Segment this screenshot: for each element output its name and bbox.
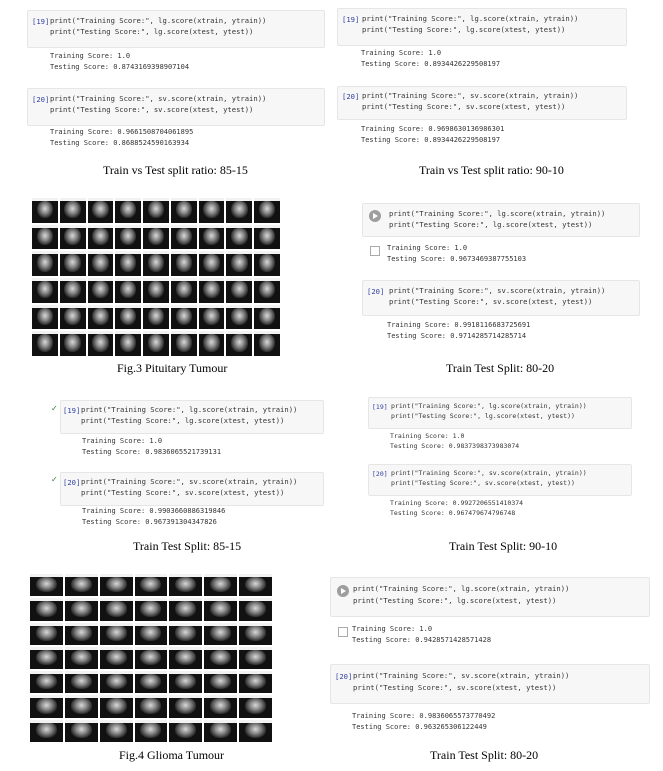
code-line-2: print("Testing Score:", sv.score(xtest, ytest)) <box>81 488 285 497</box>
code-cell-sv[interactable] <box>362 280 640 316</box>
mri-thumbnail <box>135 671 168 693</box>
code-cell-sv[interactable] <box>368 464 632 496</box>
mri-thumbnail <box>199 251 225 276</box>
mri-thumbnail <box>169 671 202 693</box>
mri-thumbnail <box>171 225 197 250</box>
code-line-1: print("Training Score:", sv.score(xtrain, ytrain)) <box>389 286 606 295</box>
mri-thumbnail <box>254 331 280 356</box>
mri-thumbnail <box>204 574 237 596</box>
output-training: Training Score: 0.9903660886319846 <box>82 507 226 515</box>
panel-caption: Train Test Split: 85-15 <box>133 539 242 553</box>
code-line-1: print("Training Score:", sv.score(xtrain, ytrain)) <box>81 477 298 486</box>
panel-caption: Train vs Test split ratio: 85-15 <box>103 163 248 177</box>
cell-prompt: [19] <box>342 15 360 24</box>
mri-thumbnail <box>169 695 202 717</box>
mri-thumbnail <box>32 251 58 276</box>
figure-caption: Fig.4 Glioma Tumour <box>119 748 225 762</box>
code-line-1: print("Training Score:", lg.score(xtrain, ytrain)) <box>353 584 570 593</box>
mri-thumbnail <box>100 647 133 669</box>
mri-thumbnail <box>32 278 58 303</box>
mri-thumbnail <box>100 695 133 717</box>
mri-thumbnail <box>60 225 86 250</box>
mri-thumbnail <box>169 598 202 620</box>
mri-thumbnail <box>30 671 63 693</box>
mri-thumbnail <box>143 198 169 223</box>
output-training: Training Score: 1.0 <box>352 625 433 633</box>
cell-prompt: [20] <box>367 287 385 296</box>
code-cell-sv[interactable] <box>330 664 650 704</box>
code-line-1: print("Training Score:", lg.score(xtrain, ytrain)) <box>81 405 298 414</box>
mri-thumbnail <box>171 331 197 356</box>
mri-thumbnail <box>239 671 272 693</box>
mri-thumbnail <box>199 278 225 303</box>
output-training: Training Score: 1.0 <box>361 49 442 57</box>
mri-thumbnail <box>135 647 168 669</box>
mri-thumbnail <box>143 278 169 303</box>
mri-thumbnail <box>65 623 98 645</box>
output-training: Training Score: 0.9698630136986301 <box>361 125 505 133</box>
output-testing: Testing Score: 0.967391304347826 <box>82 518 217 526</box>
code-line-1: print("Training Score:", lg.score(xtrain, ytrain)) <box>389 209 606 218</box>
mri-thumbnail <box>254 225 280 250</box>
code-cell-sv[interactable] <box>337 86 627 120</box>
code-line-1: print("Training Score:", lg.score(xtrain, ytrain)) <box>362 14 579 23</box>
code-cell-lg[interactable] <box>337 8 627 46</box>
mri-thumbnail <box>135 720 168 742</box>
output-toggle-icon[interactable] <box>370 246 380 256</box>
code-line-1: print("Training Score:", lg.score(xtrain, ytrain)) <box>50 16 267 25</box>
code-line-2: print("Testing Score:", sv.score(xtest, ytest)) <box>362 102 566 111</box>
mri-thumbnail <box>254 305 280 330</box>
mri-thumbnail <box>65 598 98 620</box>
pituitary-mri-grid <box>32 198 280 356</box>
mri-thumbnail <box>32 331 58 356</box>
mri-thumbnail <box>135 695 168 717</box>
mri-thumbnail <box>30 598 63 620</box>
mri-thumbnail <box>32 225 58 250</box>
mri-thumbnail <box>30 695 63 717</box>
mri-thumbnail <box>115 251 141 276</box>
mri-thumbnail <box>88 251 114 276</box>
output-training: Training Score: 1.0 <box>390 432 465 440</box>
panel-caption: Train Test Split: 80-20 <box>430 748 539 762</box>
mri-thumbnail <box>88 305 114 330</box>
mri-thumbnail <box>226 225 252 250</box>
output-testing: Testing Score: 0.8934426229508197 <box>361 60 501 68</box>
panel-caption: Train Test Split: 80-20 <box>446 361 555 375</box>
mri-thumbnail <box>88 331 114 356</box>
output-testing: Testing Score: 0.9428571428571428 <box>352 636 492 644</box>
mri-thumbnail <box>60 305 86 330</box>
mri-thumbnail <box>169 720 202 742</box>
output-training: Training Score: 0.9836065573770492 <box>352 712 496 720</box>
cell-prompt: [20] <box>372 470 388 478</box>
code-line-1: print("Training Score:", sv.score(xtrain, ytrain)) <box>50 94 267 103</box>
output-testing: Testing Score: 0.9837398373983074 <box>390 442 520 450</box>
mri-thumbnail <box>30 574 63 596</box>
mri-thumbnail <box>204 720 237 742</box>
mri-thumbnail <box>135 598 168 620</box>
mri-thumbnail <box>171 251 197 276</box>
mri-thumbnail <box>135 574 168 596</box>
check-icon: ✓ <box>51 475 58 484</box>
mri-thumbnail <box>171 278 197 303</box>
mri-thumbnail <box>254 278 280 303</box>
mri-thumbnail <box>239 695 272 717</box>
mri-thumbnail <box>239 720 272 742</box>
code-line-2: print("Testing Score:", lg.score(xtest, ytest)) <box>50 27 254 36</box>
output-training: Training Score: 0.9918116683725691 <box>387 321 531 329</box>
mri-thumbnail <box>60 251 86 276</box>
mri-thumbnail <box>100 623 133 645</box>
mri-thumbnail <box>169 647 202 669</box>
mri-thumbnail <box>30 623 63 645</box>
mri-thumbnail <box>100 671 133 693</box>
output-testing: Testing Score: 0.9673469387755103 <box>387 255 527 263</box>
mri-thumbnail <box>60 198 86 223</box>
mri-thumbnail <box>88 198 114 223</box>
output-training: Training Score: 1.0 <box>50 52 131 60</box>
code-line-1: print("Training Score:", sv.score(xtrain, ytrain)) <box>353 671 570 680</box>
glioma-mri-grid <box>30 574 272 742</box>
mri-thumbnail <box>30 720 63 742</box>
mri-thumbnail <box>88 278 114 303</box>
code-line-2: print("Testing Score:", lg.score(xtest, ytest)) <box>362 25 566 34</box>
mri-thumbnail <box>115 305 141 330</box>
mri-thumbnail <box>100 574 133 596</box>
mri-thumbnail <box>115 278 141 303</box>
cell-prompt: [19] <box>32 17 50 26</box>
mri-thumbnail <box>226 305 252 330</box>
mri-thumbnail <box>115 198 141 223</box>
mri-thumbnail <box>199 198 225 223</box>
mri-thumbnail <box>65 574 98 596</box>
mri-thumbnail <box>143 305 169 330</box>
output-testing: Testing Score: 0.8934426229508197 <box>361 136 501 144</box>
output-testing: Testing Score: 0.8688524590163934 <box>50 139 190 147</box>
mri-thumbnail <box>226 198 252 223</box>
cell-prompt: [20] <box>32 95 50 104</box>
mri-thumbnail <box>254 198 280 223</box>
mri-thumbnail <box>65 720 98 742</box>
panel-caption: Train vs Test split ratio: 90-10 <box>419 163 564 177</box>
run-cell-icon[interactable] <box>369 210 381 222</box>
panel-caption: Train Test Split: 90-10 <box>449 539 558 553</box>
mri-thumbnail <box>204 671 237 693</box>
output-testing: Testing Score: 0.963265306122449 <box>352 723 487 731</box>
mri-thumbnail <box>135 623 168 645</box>
code-line-2: print("Testing Score:", lg.score(xtest, ytest)) <box>353 596 557 605</box>
mri-thumbnail <box>100 598 133 620</box>
mri-thumbnail <box>239 574 272 596</box>
output-testing: Testing Score: 0.9836065521739131 <box>82 448 222 456</box>
mri-thumbnail <box>171 198 197 223</box>
mri-thumbnail <box>65 671 98 693</box>
output-training: Training Score: 0.9661508704061895 <box>50 128 194 136</box>
cell-prompt: [20] <box>335 672 353 681</box>
code-line-2: print("Testing Score:", sv.score(xtest, ytest)) <box>389 297 593 306</box>
code-cell-lg[interactable] <box>330 577 650 617</box>
mri-thumbnail <box>199 305 225 330</box>
code-line-2: print("Testing Score:", sv.score(xtest, ytest)) <box>353 683 557 692</box>
cell-prompt: [20] <box>342 92 360 101</box>
code-line-2: print("Testing Score:", lg.score(xtest, ytest)) <box>389 220 593 229</box>
mri-thumbnail <box>30 647 63 669</box>
mri-thumbnail <box>143 251 169 276</box>
mri-thumbnail <box>171 305 197 330</box>
output-testing: Testing Score: 0.9714285714285714 <box>387 332 527 340</box>
cell-prompt: [19] <box>372 403 388 411</box>
output-testing: Testing Score: 0.967479674796748 <box>390 509 516 517</box>
mri-thumbnail <box>169 574 202 596</box>
mri-thumbnail <box>204 647 237 669</box>
code-line-2: print("Testing Score:", lg.score(xtest, ytest)) <box>391 412 575 420</box>
mri-thumbnail <box>60 331 86 356</box>
code-line-2: print("Testing Score:", sv.score(xtest, ytest)) <box>50 105 254 114</box>
mri-thumbnail <box>169 623 202 645</box>
code-cell-lg[interactable] <box>60 400 324 434</box>
mri-thumbnail <box>226 251 252 276</box>
output-training: Training Score: 1.0 <box>82 437 163 445</box>
code-line-1: print("Training Score:", sv.score(xtrain, ytrain)) <box>391 469 587 477</box>
mri-thumbnail <box>226 331 252 356</box>
code-line-2: print("Testing Score:", lg.score(xtest, ytest)) <box>81 416 285 425</box>
figure-caption: Fig.3 Pituitary Tumour <box>117 361 228 375</box>
code-cell-lg[interactable] <box>362 203 640 237</box>
output-toggle-icon[interactable] <box>338 627 348 637</box>
code-line-1: print("Training Score:", lg.score(xtrain, ytrain)) <box>391 402 587 410</box>
mri-thumbnail <box>65 647 98 669</box>
output-training: Training Score: 1.0 <box>387 244 468 252</box>
code-cell-sv[interactable] <box>60 472 324 506</box>
mri-thumbnail <box>32 305 58 330</box>
mri-thumbnail <box>204 598 237 620</box>
mri-thumbnail <box>239 623 272 645</box>
cell-prompt: [19] <box>63 406 81 415</box>
run-cell-icon[interactable] <box>337 585 349 597</box>
check-icon: ✓ <box>51 404 58 413</box>
mri-thumbnail <box>254 251 280 276</box>
output-training: Training Score: 0.9927206551410374 <box>390 499 524 507</box>
mri-thumbnail <box>88 225 114 250</box>
mri-thumbnail <box>199 225 225 250</box>
mri-thumbnail <box>239 647 272 669</box>
mri-thumbnail <box>115 331 141 356</box>
mri-thumbnail <box>239 598 272 620</box>
code-cell-lg[interactable] <box>27 10 325 48</box>
code-line-1: print("Training Score:", sv.score(xtrain, ytrain)) <box>362 91 579 100</box>
cell-prompt: [20] <box>63 478 81 487</box>
mri-thumbnail <box>204 695 237 717</box>
code-line-2: print("Testing Score:", sv.score(xtest, ytest)) <box>391 479 575 487</box>
mri-thumbnail <box>100 720 133 742</box>
output-testing: Testing Score: 0.8743169398907104 <box>50 63 190 71</box>
mri-thumbnail <box>199 331 225 356</box>
mri-thumbnail <box>60 278 86 303</box>
mri-thumbnail <box>143 331 169 356</box>
mri-thumbnail <box>226 278 252 303</box>
mri-thumbnail <box>115 225 141 250</box>
mri-thumbnail <box>204 623 237 645</box>
code-cell-lg[interactable] <box>368 397 632 429</box>
mri-thumbnail <box>32 198 58 223</box>
code-cell-sv[interactable] <box>27 88 325 126</box>
mri-thumbnail <box>143 225 169 250</box>
mri-thumbnail <box>65 695 98 717</box>
